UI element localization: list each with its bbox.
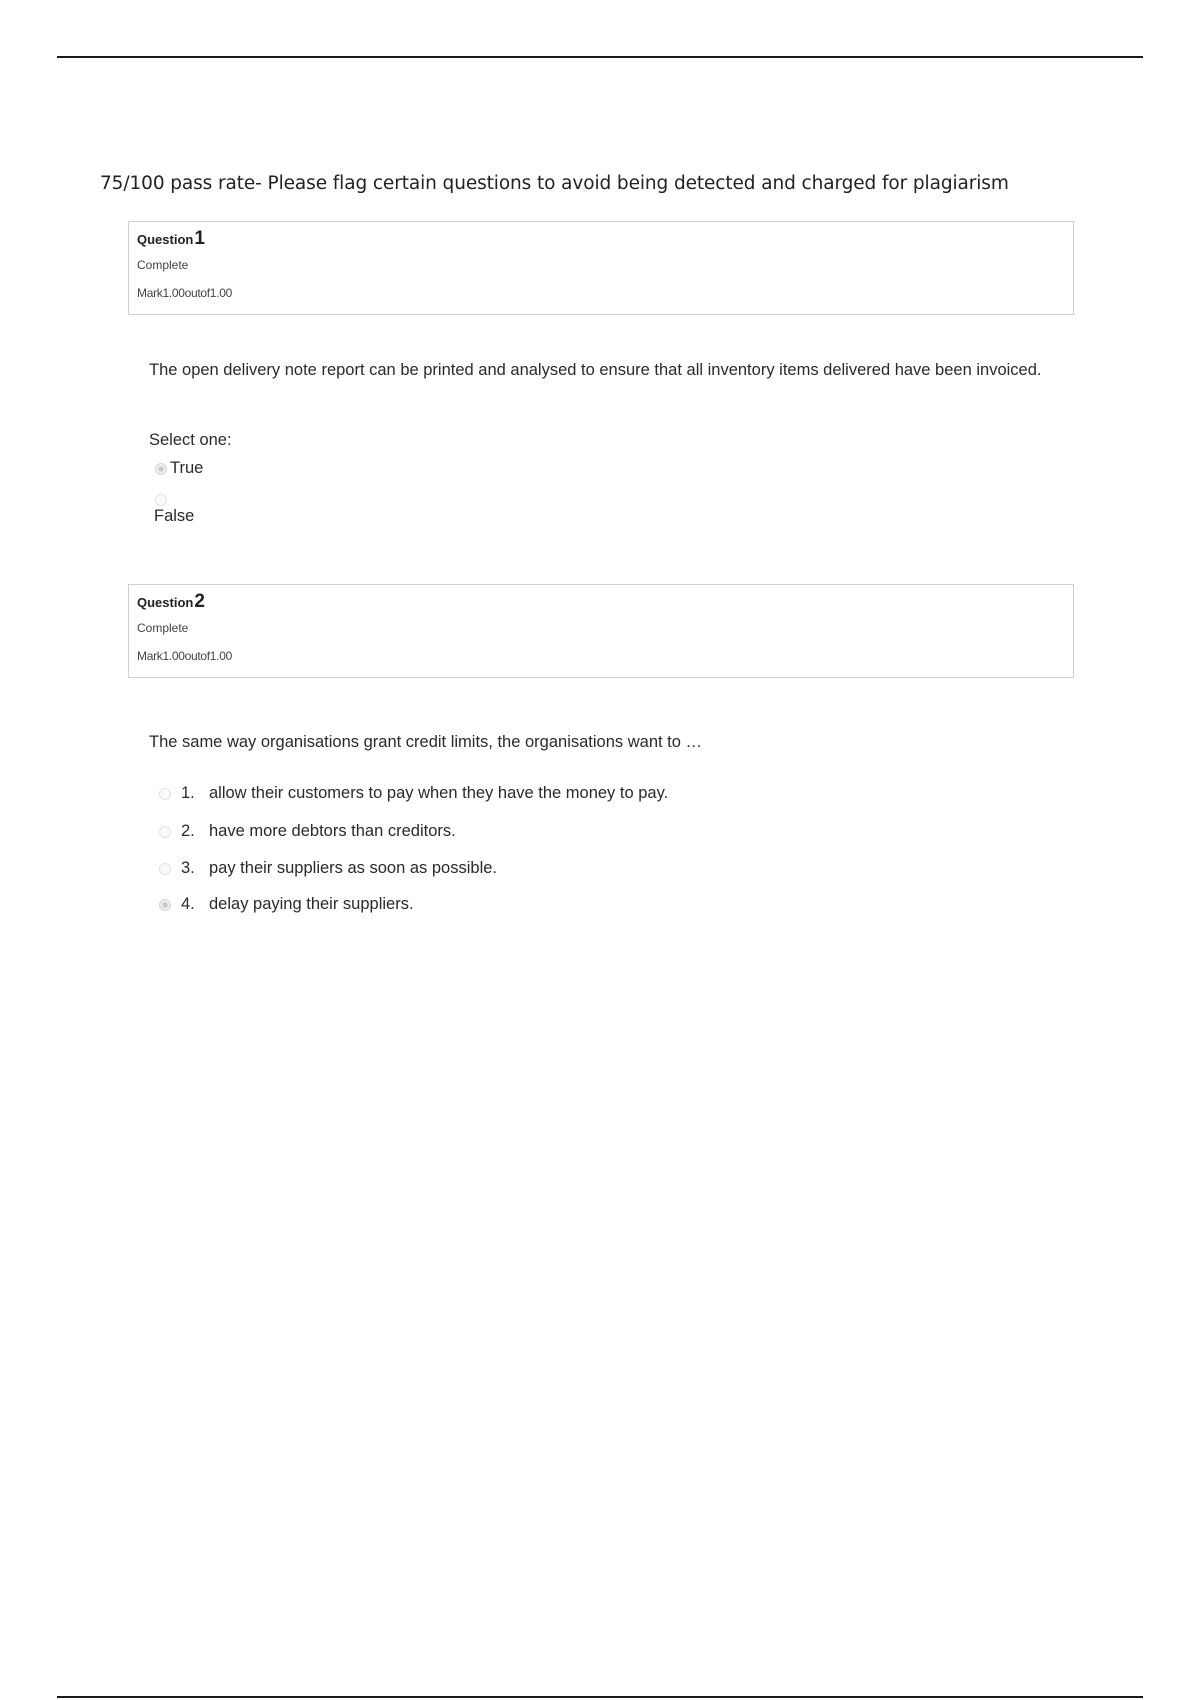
question-grade: Mark1.00outof1.00	[137, 649, 232, 663]
select-one-prompt: Select one:	[149, 431, 232, 449]
question-number: 1	[194, 228, 205, 249]
question-1-text: The open delivery note report can be printed and analysed to ensure that all inventory items delivered have been invoiced.	[149, 361, 1042, 379]
bottom-rule	[57, 1696, 1143, 1698]
question-1-info	[128, 221, 1074, 315]
question-2-heading	[137, 591, 205, 613]
option-label: delay paying their suppliers.	[209, 895, 414, 913]
option-label: pay their suppliers as soon as possible.	[209, 859, 497, 877]
answer-option-4[interactable]	[159, 895, 414, 914]
option-label: True	[170, 459, 204, 477]
question-state: Complete	[137, 621, 189, 635]
answer-option-false[interactable]	[154, 507, 194, 526]
radio-selected-icon[interactable]	[159, 899, 171, 911]
option-number: 3.	[181, 859, 195, 877]
radio-unselected-icon[interactable]	[159, 788, 171, 800]
page-title: 75/100 pass rate- Please flag certain questions to avoid being detected and charged for plagiarism	[100, 173, 1009, 194]
question-label: Question	[137, 232, 194, 247]
question-1-heading	[137, 228, 205, 250]
option-label: allow their customers to pay when they have the money to pay.	[209, 784, 669, 802]
answer-option-1[interactable]	[159, 784, 668, 803]
question-2-text: The same way organisations grant credit limits, the organisations want to …	[149, 733, 703, 751]
radio-unselected-icon[interactable]	[159, 863, 171, 875]
question-state: Complete	[137, 258, 189, 272]
question-number: 2	[194, 591, 205, 612]
top-rule	[57, 56, 1143, 58]
option-number: 2.	[181, 822, 195, 840]
radio-selected-icon[interactable]	[155, 463, 167, 475]
answer-option-true[interactable]	[155, 459, 203, 478]
question-grade: Mark1.00outof1.00	[137, 286, 232, 300]
option-number: 4.	[181, 895, 195, 913]
question-label: Question	[137, 595, 194, 610]
radio-unselected-icon[interactable]	[159, 826, 171, 838]
answer-option-3[interactable]	[159, 859, 497, 878]
answer-option-2[interactable]	[159, 822, 456, 841]
answer-option-false-radio[interactable]	[155, 494, 167, 506]
question-2-info	[128, 584, 1074, 678]
option-label: False	[154, 507, 195, 525]
option-label: have more debtors than creditors.	[209, 822, 456, 840]
option-number: 1.	[181, 784, 195, 802]
radio-unselected-icon[interactable]	[155, 494, 167, 506]
